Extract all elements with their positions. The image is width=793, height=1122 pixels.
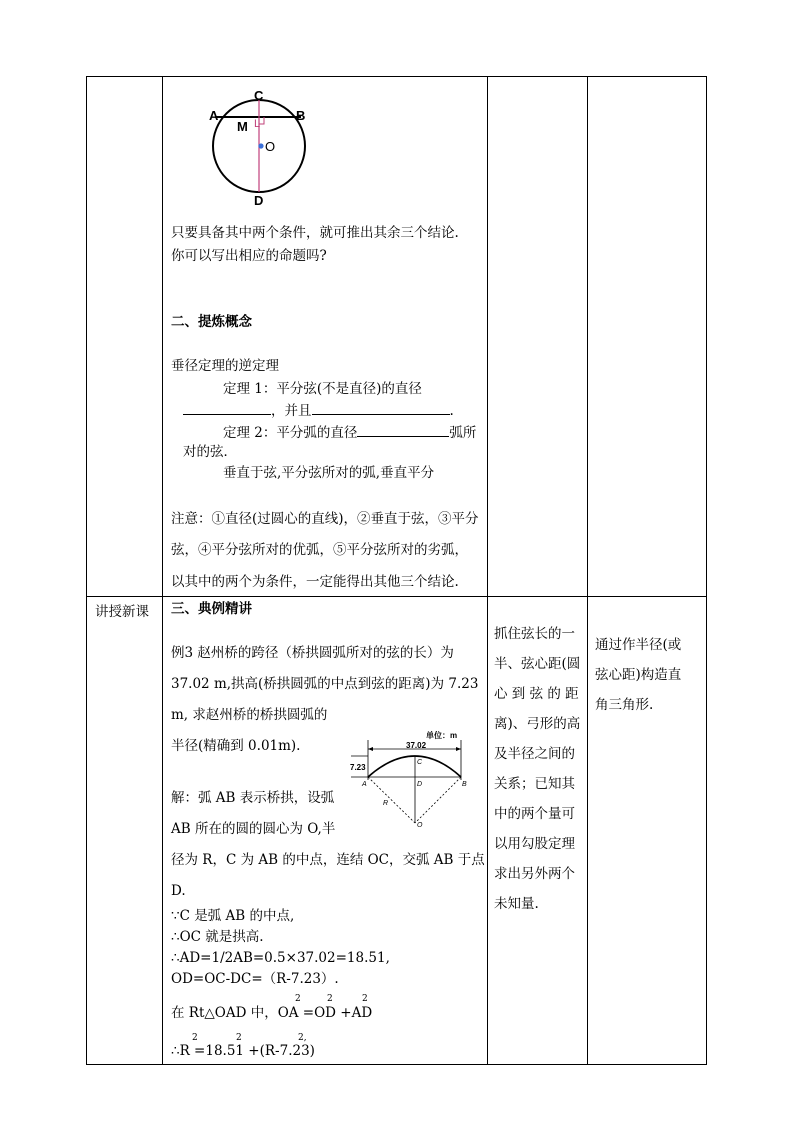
span-arrow-left	[368, 747, 373, 751]
fig-label-d: D	[417, 781, 423, 788]
converse-theorem-title: 垂径定理的逆定理	[171, 358, 279, 374]
heading-examples: 三、典例精讲	[171, 601, 252, 617]
step-5-exp-od: 2	[327, 994, 333, 1004]
col4-line-1: 弦心距)构造直	[595, 667, 682, 683]
col3-line-2: 心 到 弦 的 距	[494, 686, 579, 702]
table-border-bottom	[86, 1064, 707, 1065]
heading-concepts: 二、提炼概念	[171, 314, 252, 330]
label-l: L	[254, 118, 261, 130]
step-6-exp-1851: 2	[236, 1033, 242, 1043]
table-border-right	[706, 76, 707, 1065]
col3-line-4: 及半径之间的	[494, 746, 575, 762]
blank-2	[312, 402, 450, 415]
blank-1	[183, 402, 271, 415]
col4-line-0: 通过作半径(或	[595, 637, 682, 653]
label-d: D	[254, 193, 264, 208]
fig-label-o: O	[417, 822, 423, 828]
col3-line-6: 中的两个量可	[494, 806, 575, 822]
step-6-exp-r723: 2,	[298, 1033, 307, 1043]
step-6: ∴R =18.51 +(R-7.23)	[171, 1043, 315, 1059]
radius-oa	[368, 777, 415, 823]
col3-line-7: 以用勾股定理	[494, 836, 575, 852]
label-b: B	[296, 108, 306, 123]
solution-line-2: AB 所在的圆的圆心为 O,半	[171, 821, 336, 837]
col3-line-3: 离)、弓形的高	[494, 716, 581, 732]
table-col-divider-1	[162, 76, 163, 1065]
table-col-divider-3	[587, 76, 588, 1065]
conditions-line-1: 只要具备其中两个条件，就可推出其余三个结论.	[171, 225, 459, 241]
table-border-left	[86, 76, 87, 1065]
span-arrow-right	[456, 747, 461, 751]
step-4: OD=OC-DC=（R-7.23）.	[171, 971, 339, 987]
theorem-2-text	[223, 424, 476, 442]
conditions-line-2: 你可以写出相应的命题吗?	[171, 248, 327, 264]
fig-label-c: C	[417, 759, 423, 766]
section-label: 讲授新课	[95, 604, 149, 620]
circle-diagram	[195, 84, 320, 210]
span-value: 37.02	[406, 741, 427, 750]
theorem-1-period: .	[449, 403, 454, 419]
center-point	[258, 143, 263, 148]
arch	[368, 756, 461, 777]
note-line-1: 注意：①直径(过圆心的直线)，②垂直于弦，③平分	[171, 511, 479, 527]
note-line-3: 以其中的两个为条件，一定能得出其他三个结论.	[171, 574, 459, 590]
step-2: ∴OC 就是拱高.	[171, 929, 264, 945]
col3-line-9: 未知量.	[494, 896, 539, 912]
example-line-3: m, 求赵州桥的桥拱圆弧的	[171, 707, 328, 723]
col3-line-5: 关系；已知其	[494, 776, 575, 792]
col3-line-0: 抓住弦长的一	[494, 626, 575, 642]
step-5-exp-oa: 2	[295, 994, 301, 1004]
step-3: ∴AD=1/2AB=0.5×37.02=18.51,	[171, 950, 390, 966]
step-1: ∵C 是弧 AB 的中点,	[171, 908, 295, 924]
solution-line-1: 解：弧 AB 表示桥拱，设弧	[171, 790, 335, 806]
table-border-top	[86, 76, 707, 77]
step-5: 在 Rt△OAD 中，OA =OD +AD	[171, 1005, 373, 1021]
blank-3	[357, 424, 449, 437]
theorem-1-connector: ，并且	[271, 403, 312, 419]
height-value: 7.23	[350, 763, 366, 772]
theorem-answer: 垂直于弦,平分弦所对的弧,垂直平分	[223, 465, 435, 481]
step-5-exp-ad: 2	[362, 994, 368, 1004]
step-6-exp-r: 2	[192, 1033, 198, 1043]
example-line-4: 半径(精确到 0.01m).	[171, 738, 301, 754]
label-c: C	[254, 88, 264, 103]
fig-label-r: R	[383, 800, 389, 807]
col3-line-8: 求出另外两个	[494, 866, 575, 882]
table-col-divider-2	[487, 76, 488, 1065]
theorem-1-line-2	[183, 402, 454, 420]
theorem-2-tail: 弧所	[449, 425, 477, 441]
col4-line-2: 角三角形.	[595, 697, 654, 713]
solution-line-4: D.	[171, 883, 186, 899]
fig-label-a: A	[362, 781, 367, 788]
unit-label: 单位：m	[426, 731, 458, 740]
example-line-1: 例3 赵州桥的跨径（桥拱圆弧所对的弦的长）为	[171, 645, 454, 661]
table-row-divider	[86, 596, 707, 597]
bridge-diagram	[348, 728, 472, 828]
label-a: A	[209, 108, 219, 123]
example-line-2: 37.02 m,拱高(桥拱圆弧的中点到弦的距离)为 7.23	[171, 676, 479, 692]
label-o: O	[265, 139, 276, 154]
solution-line-3: 径为 R，C 为 AB 的中点，连结 OC，交弧 AB 于点	[171, 852, 485, 868]
theorem-2-line-2: 对的弦．	[183, 444, 237, 460]
note-line-2: 弦，④平分弦所对的优弧，⑤平分弦所对的劣弧，	[171, 542, 468, 558]
theorem-1-text: 定理 1：平分弦(不是直径)的直径	[223, 381, 422, 397]
theorem-2-lead: 定理 2：平分弧的直径	[223, 425, 358, 441]
fig-label-b: B	[462, 781, 467, 788]
label-m: M	[237, 119, 248, 134]
col3-line-1: 半、弦心距(圆	[494, 656, 581, 672]
